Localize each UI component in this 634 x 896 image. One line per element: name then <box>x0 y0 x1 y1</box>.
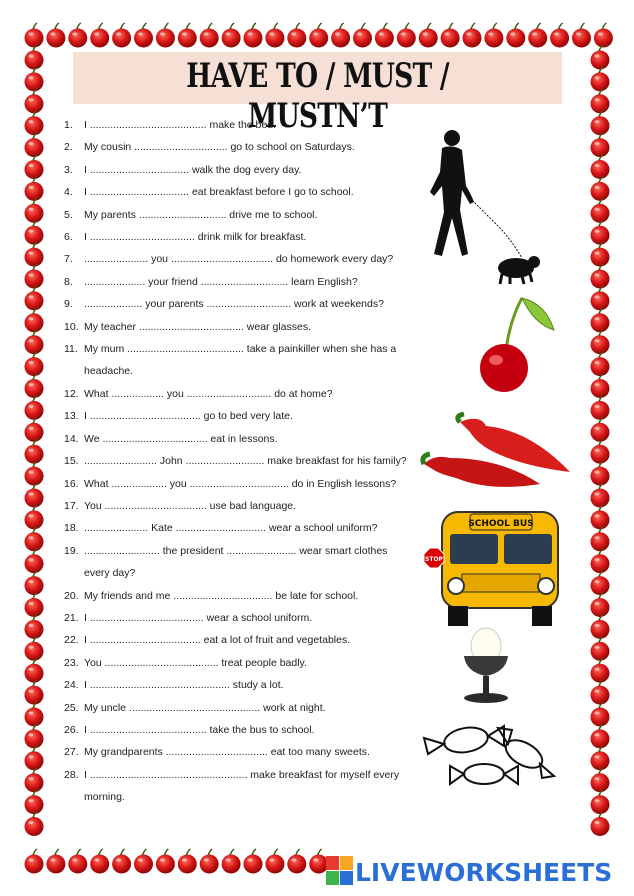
apple-icon <box>265 849 284 874</box>
apple-icon <box>591 308 610 333</box>
apple-icon <box>25 636 44 661</box>
exercise-item <box>64 248 424 270</box>
item-number: 13. <box>64 410 79 423</box>
apple-icon <box>591 746 610 771</box>
item-text: I .................................. eat breakfast before I go to school. <box>84 186 354 199</box>
item-number: 20. <box>64 589 79 602</box>
apple-icon <box>591 439 610 464</box>
apple-icon <box>353 23 372 48</box>
apple-icon <box>25 155 44 180</box>
apple-icon <box>25 308 44 333</box>
apple-icon <box>528 23 547 48</box>
item-text: .......................... the president ........................ wear smart clothes <box>84 544 388 557</box>
item-text: ......................... John ........................... make breakfast for his family? <box>84 455 407 468</box>
apple-icon <box>309 23 328 48</box>
apple-icon <box>112 849 131 874</box>
apple-icon <box>591 724 610 749</box>
item-text: I ...................................................... make breakfast for myself every <box>84 768 400 781</box>
item-text: I ........................................ take the bus to school. <box>84 723 315 736</box>
watermark-text: LIVEWORKSHEETS <box>355 858 613 887</box>
apple-icon <box>550 23 569 48</box>
item-number: 23. <box>64 656 79 669</box>
item-number: 6. <box>64 231 73 244</box>
item-number: 12. <box>64 387 79 400</box>
item-number: 14. <box>64 432 79 445</box>
item-text: .................... your parents ............................. work at weekends? <box>84 298 384 311</box>
apple-icon <box>25 768 44 793</box>
apple-icon <box>25 571 44 596</box>
apple-icon <box>591 198 610 223</box>
exercise-item <box>64 540 424 562</box>
exercise-item <box>64 585 424 607</box>
item-number: 1. <box>64 119 73 131</box>
apple-icon <box>46 849 65 874</box>
apple-icon <box>419 23 438 48</box>
apple-icon <box>25 45 44 70</box>
apple-icon <box>591 658 610 683</box>
apple-icon <box>25 220 44 245</box>
apple-icon <box>25 330 44 355</box>
item-text: My grandparents ................................... eat too many sweets. <box>84 746 370 759</box>
apple-icon <box>591 155 610 180</box>
exercise-item <box>64 562 424 584</box>
item-text: I ........................................ make the bed. <box>84 119 276 131</box>
apple-icon <box>463 23 482 48</box>
apple-icon <box>591 636 610 661</box>
item-number: 5. <box>64 208 73 221</box>
bus-sign-text: SCHOOL BUS <box>468 519 534 529</box>
apple-icon <box>178 849 197 874</box>
egg-cup-illustration <box>456 626 516 706</box>
item-number: 11. <box>64 343 78 356</box>
exercise-item <box>64 383 424 405</box>
apple-icon <box>375 23 394 48</box>
apple-icon <box>506 23 525 48</box>
item-text: My parents .............................. drive me to school. <box>84 208 318 221</box>
apple-icon <box>591 330 610 355</box>
apple-icon <box>441 23 460 48</box>
apple-icon <box>591 67 610 92</box>
apple-icon <box>591 395 610 420</box>
chili-peppers-illustration <box>420 412 580 498</box>
exercise-item <box>64 159 424 181</box>
apple-icon <box>287 849 306 874</box>
item-number: 26. <box>64 723 79 736</box>
apple-icon <box>591 417 610 442</box>
item-number: 10. <box>64 320 79 333</box>
apple-icon <box>222 849 241 874</box>
apple-icon <box>591 220 610 245</box>
item-text: I .................................. walk the dog every day. <box>84 163 302 176</box>
item-number: 22. <box>64 634 79 647</box>
item-text: morning. <box>84 791 125 804</box>
exercise-item <box>64 271 424 293</box>
exercise-item <box>64 405 424 427</box>
page-title: HAVE TO / MUST / MUSTN’T <box>186 56 449 136</box>
item-text: You ................................... use bad language. <box>84 499 297 512</box>
liveworksheets-logo-icon <box>326 856 354 886</box>
apple-icon <box>25 176 44 201</box>
item-text: I ...................................... go to bed very late. <box>84 410 293 423</box>
apple-icon <box>222 23 241 48</box>
apple-icon <box>572 23 591 48</box>
exercise-item <box>64 674 424 696</box>
item-number: 18. <box>64 522 79 535</box>
apple-icon <box>591 176 610 201</box>
apple-icon <box>591 614 610 639</box>
item-number: 2. <box>64 141 73 154</box>
apple-icon <box>591 505 610 530</box>
apple-icon <box>25 111 44 136</box>
item-text: My teacher .................................... wear glasses. <box>84 320 311 333</box>
apple-icon <box>25 680 44 705</box>
apple-icon <box>25 242 44 267</box>
item-text: What .................. you ............................. do at home? <box>84 387 333 400</box>
school-bus-illustration <box>420 508 562 630</box>
apple-icon <box>331 23 350 48</box>
item-number: 24. <box>64 679 79 692</box>
apple-icon <box>25 724 44 749</box>
exercise-item <box>64 181 424 203</box>
exercise-item <box>64 293 424 315</box>
apple-icon <box>25 374 44 399</box>
item-number: 21. <box>64 611 79 624</box>
exercise-item <box>64 473 424 495</box>
apple-icon <box>90 23 109 48</box>
apple-icon <box>591 790 610 815</box>
item-text: We .................................... eat in lessons. <box>84 432 278 445</box>
apple-icon <box>484 23 503 48</box>
exercise-item <box>64 764 424 786</box>
apple-icon <box>25 790 44 815</box>
apple-icon <box>25 198 44 223</box>
exercise-item <box>64 741 424 763</box>
apple-icon <box>591 286 610 311</box>
exercise-item <box>64 450 424 472</box>
apple-icon <box>25 23 44 48</box>
apple-icon <box>25 352 44 377</box>
item-text: ...................... Kate ............................... wear a school uniform? <box>84 522 378 535</box>
item-text: headache. <box>84 365 134 378</box>
item-text: You ....................................... treat people badly. <box>84 656 307 669</box>
apple-icon <box>591 768 610 793</box>
item-number: 17. <box>64 499 79 512</box>
apple-icon <box>287 23 306 48</box>
apple-icon <box>591 483 610 508</box>
item-text: ...................... you ................................... do homework every day? <box>84 253 394 266</box>
apple-icon <box>591 374 610 399</box>
exercise-item <box>64 226 424 248</box>
apple-icon <box>591 133 610 158</box>
apple-icon <box>25 658 44 683</box>
exercise-item <box>64 136 424 158</box>
apple-icon <box>90 849 109 874</box>
exercise-item <box>64 607 424 629</box>
item-number <box>64 360 84 382</box>
apple-icon <box>25 614 44 639</box>
item-text: My cousin ................................ go to school on Saturdays. <box>84 141 355 154</box>
apple-icon <box>178 23 197 48</box>
exercise-item <box>64 495 424 517</box>
apple-icon <box>591 571 610 596</box>
apple-icon <box>200 849 219 874</box>
item-text: My mum ........................................ take a painkiller when she has a <box>84 343 397 356</box>
item-text: I ...................................... eat a lot of fruit and vegetables. <box>84 634 351 647</box>
apple-icon <box>25 439 44 464</box>
exercise-item <box>64 786 424 808</box>
item-number: 16. <box>64 477 79 490</box>
exercise-item <box>64 652 424 674</box>
item-number: 9. <box>64 298 73 311</box>
apple-icon <box>591 89 610 114</box>
exercise-item <box>64 114 424 136</box>
apple-icon <box>25 549 44 574</box>
apple-icon <box>591 702 610 727</box>
apple-icon <box>68 849 87 874</box>
item-text: My friends and me .................................. be late for school. <box>84 589 359 602</box>
item-text: I .................................... drink milk for breakfast. <box>84 231 307 244</box>
apple-icon <box>46 23 65 48</box>
exercise-list <box>64 114 424 809</box>
item-number: 7. <box>64 253 73 266</box>
exercise-item <box>64 719 424 741</box>
exercise-item <box>64 316 424 338</box>
exercise-item <box>64 517 424 539</box>
apple-icon <box>25 89 44 114</box>
apple-icon <box>591 527 610 552</box>
exercise-item <box>64 697 424 719</box>
apple-icon <box>25 264 44 289</box>
apple-icon <box>134 849 153 874</box>
item-number: 25. <box>64 701 79 714</box>
apple-icon <box>134 23 153 48</box>
apple-icon <box>25 133 44 158</box>
exercise-item <box>64 338 424 360</box>
item-text: I ................................................ study a lot. <box>84 679 284 692</box>
item-number: 4. <box>64 186 73 199</box>
apple-icon <box>244 23 263 48</box>
dog-walker-illustration <box>418 126 548 286</box>
item-text: every day? <box>84 567 136 580</box>
apple-icon <box>594 23 613 48</box>
apple-icon <box>591 812 610 837</box>
sweets-illustration <box>420 718 560 790</box>
apple-icon <box>25 505 44 530</box>
exercise-item <box>64 204 424 226</box>
apple-icon <box>156 23 175 48</box>
apple-icon <box>25 849 44 874</box>
apple-icon <box>591 45 610 70</box>
item-number: 3. <box>64 163 73 176</box>
apple-icon <box>591 352 610 377</box>
item-number: 19. <box>64 544 79 557</box>
apple-icon <box>25 812 44 837</box>
apple-icon <box>591 264 610 289</box>
item-number <box>64 786 84 808</box>
apple-icon <box>591 242 610 267</box>
item-text: I ....................................... wear a school uniform. <box>84 611 313 624</box>
apple-icon <box>25 461 44 486</box>
apple-icon <box>25 527 44 552</box>
item-number: 15. <box>64 455 79 468</box>
exercise-item <box>64 360 424 382</box>
apple-icon <box>25 395 44 420</box>
item-number <box>64 562 84 584</box>
apple-icon <box>25 593 44 618</box>
apple-icon <box>200 23 219 48</box>
item-number: 28. <box>64 768 79 781</box>
apple-icon <box>591 593 610 618</box>
apple-icon <box>25 746 44 771</box>
stop-sign-text: STOP <box>425 556 443 563</box>
apple-icon <box>397 23 416 48</box>
apple-icon <box>25 286 44 311</box>
item-number: 27. <box>64 746 79 759</box>
item-text: What ................... you .................................. do in English lessons? <box>84 477 397 490</box>
apple-icon <box>25 417 44 442</box>
apple-icon <box>25 483 44 508</box>
apple-icon <box>591 461 610 486</box>
item-number: 8. <box>64 275 73 288</box>
exercise-item <box>64 629 424 651</box>
apple-icon <box>68 23 87 48</box>
apple-icon <box>25 67 44 92</box>
apple-icon <box>265 23 284 48</box>
cherry-illustration <box>476 290 566 394</box>
apple-icon <box>591 549 610 574</box>
apple-icon <box>244 849 263 874</box>
apple-icon <box>591 680 610 705</box>
apple-icon <box>25 702 44 727</box>
apple-icon <box>591 111 610 136</box>
apple-icon <box>112 23 131 48</box>
item-text: ..................... your friend .............................. learn English? <box>84 275 358 288</box>
exercise-item <box>64 428 424 450</box>
item-text: My uncle ............................................. work at night. <box>84 701 326 714</box>
apple-icon <box>156 849 175 874</box>
